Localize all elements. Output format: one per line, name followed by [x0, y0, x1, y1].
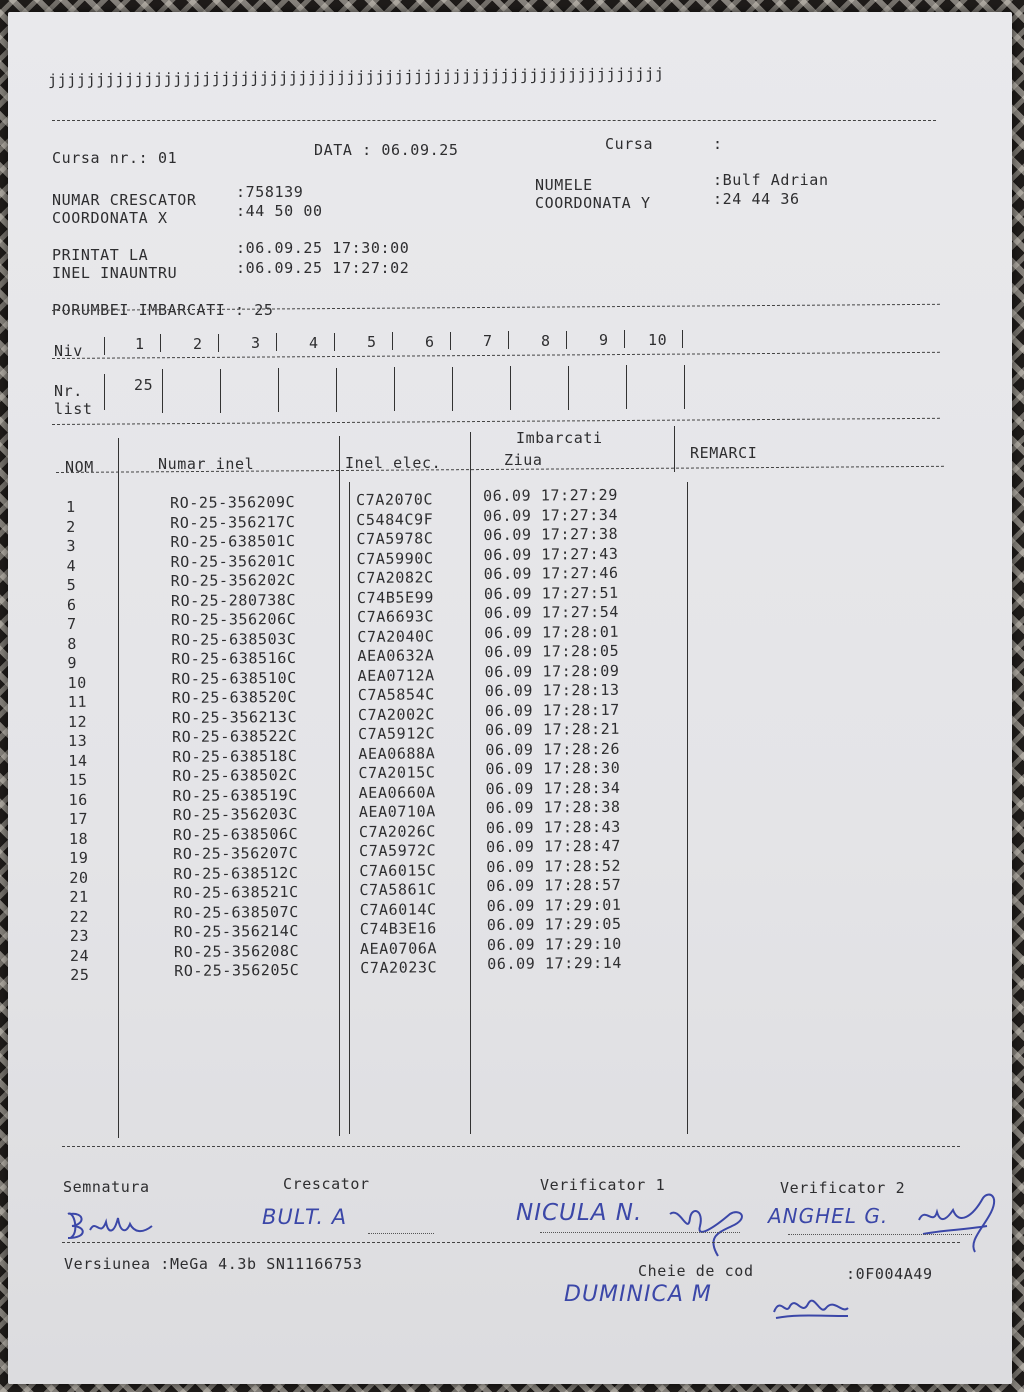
- col-rule-3: [470, 432, 471, 1134]
- divider-levels-bottom: [52, 418, 940, 425]
- row-3-time: 06.09 17:27:38: [483, 524, 619, 544]
- row-13-elec: C7A5912C: [358, 724, 436, 743]
- row-25-time: 06.09 17:29:14: [487, 953, 623, 973]
- level-number-10: 10: [648, 330, 668, 349]
- row-8-nom: 8: [67, 634, 77, 653]
- coord-y-value: :24 44 36: [713, 190, 800, 208]
- row-22-inel: RO-25-638507C: [173, 902, 299, 922]
- numar-crescator-value: :758139: [236, 183, 304, 201]
- level-separator: [682, 330, 683, 348]
- numele-label: NUMELE: [535, 176, 593, 194]
- row-13-time: 06.09 17:28:21: [485, 719, 621, 739]
- row-19-time: 06.09 17:28:47: [486, 836, 622, 856]
- row-2-elec: C5484C9F: [356, 509, 434, 529]
- divider-levels-mid: [52, 352, 940, 359]
- row-22-nom: 22: [69, 907, 89, 926]
- row-5-inel: RO-25-356202C: [170, 570, 297, 590]
- verificator2-label: Verificator 2: [780, 1179, 906, 1197]
- row-18-elec: C7A2026C: [358, 821, 437, 841]
- row-2-nom: 2: [66, 517, 76, 536]
- verificator1-handwritten: NICULA N.: [516, 1200, 643, 1226]
- row-15-elec: C7A2015C: [358, 763, 436, 782]
- col-rule-2: [339, 436, 340, 1136]
- row-11-inel: RO-25-638520C: [171, 687, 298, 707]
- row-8-elec: C7A2040C: [357, 626, 435, 646]
- row-1-elec: C7A2070C: [356, 490, 434, 509]
- list-separator: [394, 367, 395, 411]
- row-7-nom: 7: [67, 614, 77, 633]
- col-inel-header: Numar inel: [158, 455, 255, 473]
- row-7-elec: C7A6693C: [357, 607, 435, 626]
- level-number-8: 8: [541, 331, 551, 350]
- row-19-inel: RO-25-356207C: [173, 843, 299, 863]
- row-9-inel: RO-25-638516C: [171, 648, 297, 668]
- level-separator: [334, 333, 335, 351]
- row-8-inel: RO-25-638503C: [171, 629, 297, 649]
- row-24-elec: AEA0706A: [359, 938, 438, 958]
- row-2-time: 06.09 17:27:34: [483, 505, 619, 525]
- inel-inauntru-label: INEL INAUNTRU: [52, 264, 178, 282]
- row-10-nom: 10: [67, 673, 87, 692]
- row-24-inel: RO-25-356208C: [173, 941, 300, 961]
- porumbei-imbarcati: PORUMBEI IMBARCATI : 25: [52, 301, 274, 319]
- row-15-nom: 15: [68, 770, 88, 789]
- row-8-time: 06.09 17:28:01: [484, 622, 620, 642]
- col-imbarcati-header: Imbarcati: [516, 429, 603, 447]
- row-11-elec: C7A5854C: [357, 685, 435, 704]
- row-12-inel: RO-25-356213C: [171, 707, 298, 727]
- row-9-nom: 9: [67, 653, 78, 672]
- inel-inauntru-value: :06.09.25 17:27:02: [236, 259, 410, 277]
- row-19-elec: C7A5972C: [359, 841, 437, 860]
- verificator2-dots: [788, 1234, 972, 1235]
- row-16-inel: RO-25-638519C: [172, 785, 298, 805]
- row-20-nom: 20: [69, 868, 89, 887]
- row-23-inel: RO-25-356214C: [173, 921, 300, 941]
- col-rule-6: [687, 482, 688, 1134]
- col-remarci-header: REMARCI: [690, 444, 758, 462]
- row-2-inel: RO-25-356217C: [170, 512, 296, 532]
- row-6-inel: RO-25-280738C: [170, 590, 297, 610]
- row-4-nom: 4: [66, 556, 77, 575]
- list-value-1: 25: [134, 376, 154, 394]
- data-field: DATA : 06.09.25: [314, 141, 459, 159]
- row-14-nom: 14: [68, 751, 88, 770]
- cursa-nr: Cursa nr.: 01: [52, 149, 178, 167]
- row-22-time: 06.09 17:29:01: [486, 895, 622, 915]
- semnatura-label: Semnatura: [63, 1178, 150, 1196]
- row-25-nom: 25: [70, 965, 90, 984]
- level-separator: [218, 334, 219, 352]
- row-17-time: 06.09 17:28:38: [485, 797, 621, 817]
- list-separator: [220, 369, 221, 413]
- row-24-time: 06.09 17:29:10: [486, 934, 622, 954]
- row-22-elec: C7A6014C: [359, 899, 437, 919]
- row-20-time: 06.09 17:28:52: [486, 856, 622, 876]
- level-separator: [392, 332, 393, 350]
- niv-label: Niv: [54, 342, 83, 360]
- cursa-label: Cursa: [605, 135, 654, 153]
- row-12-nom: 12: [67, 712, 88, 731]
- row-4-inel: RO-25-356201C: [170, 551, 296, 571]
- row-14-inel: RO-25-638518C: [172, 746, 298, 766]
- row-16-time: 06.09 17:28:34: [485, 778, 621, 798]
- level-separator: [566, 331, 567, 349]
- row-1-time: 06.09 17:27:29: [483, 485, 618, 505]
- list-separator: [452, 367, 453, 411]
- level-separator: [160, 334, 161, 352]
- row-12-time: 06.09 17:28:17: [484, 700, 620, 720]
- row-13-nom: 13: [68, 731, 88, 750]
- row-24-nom: 24: [69, 946, 90, 965]
- level-number-3: 3: [251, 334, 261, 352]
- row-23-elec: C74B3E16: [359, 919, 437, 938]
- row-9-time: 06.09 17:28:05: [484, 641, 620, 661]
- level-number-4: 4: [309, 333, 319, 352]
- niv-separator: [104, 337, 105, 355]
- coord-x-value: :44 50 00: [236, 202, 323, 220]
- list-separator: [626, 365, 627, 409]
- divider-top: [52, 120, 936, 121]
- col-rule-4: [674, 426, 675, 472]
- level-separator: [508, 331, 509, 349]
- coord-x-label: COORDONATA X: [52, 209, 168, 227]
- row-23-time: 06.09 17:29:05: [486, 914, 622, 934]
- row-6-elec: C74B5E99: [356, 587, 435, 607]
- level-number-7: 7: [483, 332, 493, 350]
- row-14-elec: AEA0688A: [358, 743, 436, 763]
- level-separator: [276, 333, 277, 351]
- coord-y-label: COORDONATA Y: [535, 194, 651, 212]
- row-6-nom: 6: [66, 595, 77, 614]
- cursa-colon: :: [713, 135, 723, 153]
- row-23-nom: 23: [69, 926, 90, 945]
- row-4-time: 06.09 17:27:43: [483, 544, 619, 564]
- row-18-inel: RO-25-638506C: [172, 824, 299, 844]
- row-17-elec: AEA0710A: [358, 802, 436, 821]
- col-ziua-header: Ziua: [504, 451, 543, 469]
- row-11-nom: 11: [67, 692, 88, 711]
- verificator1-label: Verificator 1: [540, 1176, 666, 1194]
- row-10-elec: AEA0712A: [357, 665, 435, 685]
- printat-value: :06.09.25 17:30:00: [236, 239, 410, 257]
- list-separator: [510, 366, 511, 410]
- row-6-time: 06.09 17:27:51: [483, 583, 619, 603]
- crescator-label: Crescator: [283, 1175, 370, 1193]
- crescator-handwritten: BULT. A: [262, 1205, 348, 1229]
- list-separator: [684, 365, 685, 409]
- numele-value: :Bulf Adrian: [713, 171, 829, 189]
- numar-crescator-label: NUMAR CRESCATOR: [52, 191, 197, 209]
- list-separator: [568, 366, 569, 410]
- row-17-inel: RO-25-356203C: [172, 804, 299, 824]
- versiunea: Versiunea :MeGa 4.3b SN11166753: [64, 1255, 363, 1273]
- row-1-nom: 1: [66, 497, 76, 516]
- level-number-6: 6: [425, 332, 435, 351]
- col-elec-header: Inel elec.: [345, 454, 442, 472]
- row-17-nom: 17: [68, 809, 89, 828]
- col-time: [483, 486, 622, 975]
- row-5-elec: C7A2082C: [356, 568, 434, 587]
- row-3-nom: 3: [66, 536, 77, 555]
- row-21-elec: C7A5861C: [359, 880, 437, 899]
- row-7-time: 06.09 17:27:54: [484, 602, 620, 622]
- nr-separator: [104, 374, 105, 410]
- row-5-nom: 5: [66, 575, 77, 594]
- printat-label: PRINTAT LA: [52, 246, 149, 264]
- row-16-nom: 16: [68, 790, 88, 809]
- row-21-time: 06.09 17:28:57: [486, 875, 622, 895]
- level-number-5: 5: [367, 333, 377, 351]
- row-21-nom: 21: [69, 887, 89, 906]
- top-line: jjjjjjjjjjjjjjjjjjjjjjjjjjjjjjjjjjjjjjjjjjjjjjjjjjjjjjjjjjjjjjjj: [47, 64, 665, 89]
- row-25-elec: C7A2023C: [360, 958, 438, 977]
- row-20-inel: RO-25-638512C: [173, 863, 299, 883]
- level-number-1: 1: [135, 335, 145, 353]
- row-3-elec: C7A5978C: [356, 529, 434, 548]
- list-separator: [162, 369, 163, 413]
- row-10-inel: RO-25-638510C: [171, 668, 297, 688]
- level-number-2: 2: [193, 334, 203, 353]
- row-3-inel: RO-25-638501C: [170, 531, 296, 551]
- cheie-label: Cheie de cod: [638, 1262, 754, 1280]
- row-18-nom: 18: [68, 829, 89, 848]
- level-separator: [624, 330, 625, 348]
- row-13-inel: RO-25-638522C: [172, 726, 298, 746]
- verificator1-dots: [540, 1232, 740, 1233]
- row-7-inel: RO-25-356206C: [171, 609, 297, 629]
- bottom-handwritten: DUMINICA M: [564, 1282, 712, 1307]
- row-14-time: 06.09 17:28:26: [485, 739, 621, 759]
- nr-label: Nr.: [54, 382, 83, 400]
- level-separator: [450, 332, 451, 350]
- row-9-elec: AEA0632A: [357, 646, 435, 665]
- list-separator: [278, 368, 279, 412]
- verificator2-signature: [913, 1186, 1003, 1256]
- row-21-inel: RO-25-638521C: [173, 882, 299, 902]
- row-4-elec: C7A5990C: [356, 548, 434, 568]
- row-11-time: 06.09 17:28:13: [484, 680, 620, 700]
- list-separator: [336, 368, 337, 412]
- row-19-nom: 19: [69, 848, 89, 867]
- level-number-9: 9: [599, 331, 609, 349]
- row-20-elec: C7A6015C: [359, 860, 437, 880]
- row-18-time: 06.09 17:28:43: [485, 817, 621, 837]
- col-nom-header: NOM: [65, 458, 94, 476]
- race-sheet: [8, 12, 1012, 1384]
- crescator-dots: [368, 1233, 434, 1234]
- divider-bottom: [62, 1242, 960, 1243]
- row-1-inel: RO-25-356209C: [170, 492, 296, 512]
- bottom-signature: [768, 1286, 854, 1326]
- row-10-time: 06.09 17:28:09: [484, 661, 620, 681]
- row-25-inel: RO-25-356205C: [174, 960, 300, 980]
- list-label: list: [54, 400, 93, 418]
- verificator1-signature: [660, 1196, 756, 1260]
- col-nom: [66, 498, 90, 986]
- col-inel: [170, 493, 299, 982]
- divider-footer: [62, 1146, 960, 1147]
- row-15-time: 06.09 17:28:30: [485, 758, 621, 778]
- col-elec: [356, 490, 437, 978]
- col-rule-5: [349, 482, 350, 1134]
- row-15-inel: RO-25-638502C: [172, 765, 298, 785]
- row-16-elec: AEA0660A: [358, 782, 436, 802]
- cheie-value: :0F004A49: [846, 1265, 933, 1283]
- row-5-time: 06.09 17:27:46: [483, 563, 619, 583]
- row-12-elec: C7A2002C: [357, 704, 436, 724]
- verificator2-handwritten: ANGHEL G.: [768, 1204, 889, 1228]
- col-rule-1: [118, 438, 119, 1138]
